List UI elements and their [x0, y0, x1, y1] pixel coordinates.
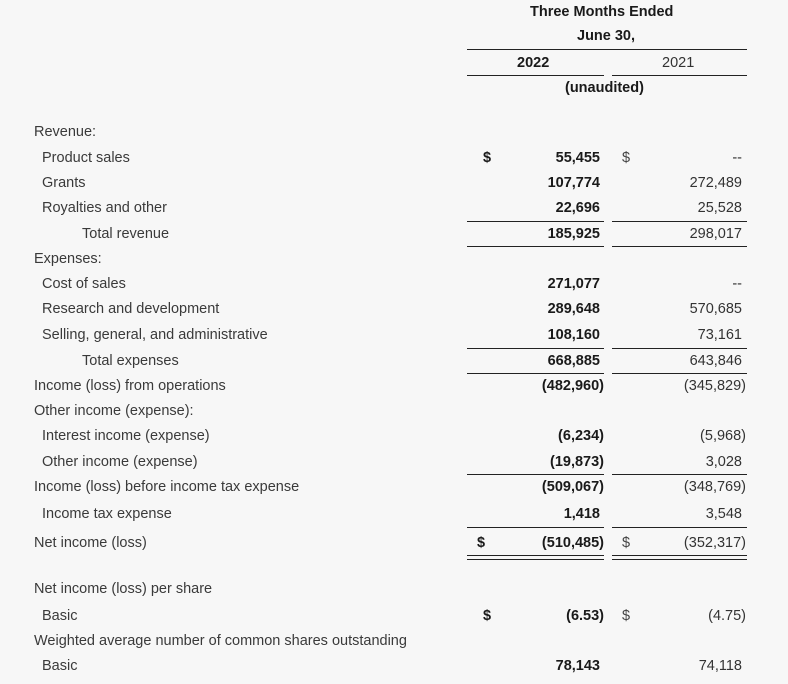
expenses-total-rule	[467, 373, 604, 374]
period-date: June 30,	[577, 28, 636, 44]
dollar-sign: $	[477, 535, 486, 551]
year-2021-rule	[612, 75, 747, 76]
expenses-total-rule	[612, 373, 747, 374]
rnd-2021: 570,685	[689, 301, 742, 317]
cost-of-sales-2022: 271,077	[547, 276, 600, 292]
shares-basic-2022: 78,143	[555, 658, 600, 674]
sga-2022: 108,160	[547, 327, 600, 343]
shares-section-label: Weighted average number of common shares outstanding	[34, 633, 407, 649]
royalties-2022: 22,696	[555, 200, 600, 216]
revenue-subtotal-rule	[467, 221, 604, 222]
other-income-2022: (19,873)	[549, 454, 604, 470]
header-rule	[467, 49, 747, 50]
other-income-rule	[612, 474, 747, 475]
revenue-total-rule	[467, 246, 604, 247]
other-income-section-label: Other income (expense):	[34, 403, 194, 419]
year-2022-header: 2022	[517, 55, 550, 71]
interest-income-2022: (6,234)	[558, 428, 604, 444]
net-income-2022: (510,485)	[541, 535, 604, 551]
product-sales-2021: --	[732, 150, 742, 166]
net-income-top-rule	[467, 527, 604, 528]
revenue-total-rule	[612, 246, 747, 247]
eps-basic-2022: (6.53)	[566, 608, 604, 624]
revenue-section-label: Revenue:	[34, 124, 97, 140]
expenses-section-label: Expenses:	[34, 251, 102, 267]
net-income-2021: (352,317)	[683, 535, 746, 551]
sga-2021: 73,161	[697, 327, 742, 343]
net-income-label: Net income (loss)	[34, 535, 147, 551]
other-income-rule	[467, 474, 604, 475]
grants-2021: 272,489	[689, 175, 742, 191]
other-income-2021: 3,028	[705, 454, 742, 470]
income-tax-label: Income tax expense	[42, 506, 172, 522]
income-ops-2021: (345,829)	[683, 378, 746, 394]
net-income-double-rule	[612, 555, 747, 560]
other-income-label: Other income (expense)	[42, 454, 198, 470]
sga-label: Selling, general, and administrative	[42, 327, 268, 343]
product-sales-2022: 55,455	[555, 150, 600, 166]
net-income-double-rule	[467, 555, 604, 560]
total-expenses-label: Total expenses	[82, 353, 179, 369]
revenue-subtotal-rule	[612, 221, 747, 222]
total-expenses-2021: 643,846	[689, 353, 742, 369]
dollar-sign: $	[622, 150, 631, 166]
product-sales-label: Product sales	[42, 150, 130, 166]
royalties-2021: 25,528	[697, 200, 742, 216]
dollar-sign: $	[622, 608, 631, 624]
net-income-top-rule	[612, 527, 747, 528]
cost-of-sales-2021: --	[732, 276, 742, 292]
eps-section-label: Net income (loss) per share	[34, 581, 213, 597]
total-expenses-2022: 668,885	[547, 353, 600, 369]
income-before-tax-label: Income (loss) before income tax expense	[34, 479, 300, 495]
year-2022-rule	[467, 75, 604, 76]
year-2021-header: 2021	[662, 55, 695, 71]
grants-label: Grants	[42, 175, 86, 191]
income-before-tax-2021: (348,769)	[683, 479, 746, 495]
shares-basic-2021: 74,118	[698, 658, 742, 674]
rnd-label: Research and development	[42, 301, 220, 317]
income-tax-2021: 3,548	[705, 506, 742, 522]
shares-basic-label: Basic	[42, 658, 78, 674]
unaudited-label: (unaudited)	[565, 80, 644, 96]
grants-2022: 107,774	[547, 175, 600, 191]
expenses-subtotal-rule	[612, 348, 747, 349]
interest-income-label: Interest income (expense)	[42, 428, 210, 444]
period-title: Three Months Ended	[530, 4, 674, 20]
total-revenue-label: Total revenue	[82, 226, 170, 242]
total-revenue-2021: 298,017	[689, 226, 742, 242]
cost-of-sales-label: Cost of sales	[42, 276, 126, 292]
dollar-sign: $	[483, 608, 492, 624]
royalties-label: Royalties and other	[42, 200, 167, 216]
total-revenue-2022: 185,925	[547, 226, 600, 242]
income-ops-label: Income (loss) from operations	[34, 378, 226, 394]
dollar-sign: $	[483, 150, 492, 166]
income-tax-2022: 1,418	[563, 506, 600, 522]
eps-basic-label: Basic	[42, 608, 78, 624]
rnd-2022: 289,648	[547, 301, 600, 317]
eps-basic-2021: (4.75)	[708, 608, 746, 624]
income-before-tax-2022: (509,067)	[541, 479, 604, 495]
dollar-sign: $	[622, 535, 631, 551]
income-ops-2022: (482,960)	[541, 378, 604, 394]
expenses-subtotal-rule	[467, 348, 604, 349]
interest-income-2021: (5,968)	[700, 428, 746, 444]
